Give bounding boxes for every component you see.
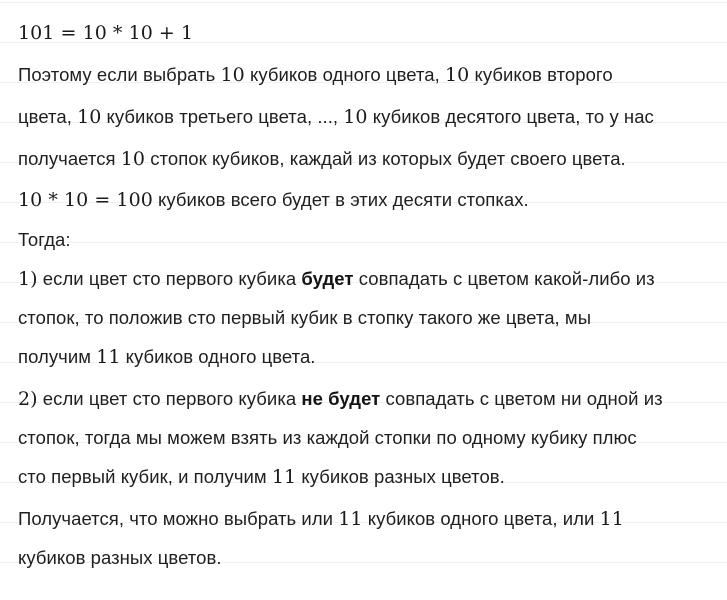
text-fragment: кубиков одного цвета,: [244, 64, 445, 85]
list-marker: 1): [18, 268, 38, 290]
text-fragment: сто первый кубик, и получим: [18, 466, 272, 487]
emphasis: не будет: [301, 388, 381, 409]
text-fragment: совпадать с цветом какой-либо из: [353, 268, 655, 289]
text-line: [18, 259, 655, 299]
text-line: [18, 180, 529, 220]
equation: 101 = 10 * 10 + 1: [18, 22, 194, 44]
equation: 10 * 10 = 100: [18, 189, 153, 211]
text-fragment: стопок кубиков, каждай из которых будет своего цвета.: [145, 148, 626, 169]
text-line: [18, 97, 654, 137]
text-fragment: Поэтому если выбрать: [18, 64, 221, 85]
text-fragment: кубиков десятого цвета, то у нас: [367, 106, 654, 127]
text-fragment: стопок, тогда мы можем взять из каждой стопки по одному кубику плюс: [18, 427, 637, 448]
number: 11: [271, 466, 297, 488]
text-fragment: кубиков одного цвета.: [120, 346, 316, 367]
text-fragment: кубиков третьего цвета, ...,: [101, 106, 344, 127]
text-line: [18, 220, 71, 260]
text-line: [18, 55, 613, 95]
emphasis: будет: [301, 268, 354, 289]
text-fragment: Тогда:: [18, 229, 71, 250]
text-line: [18, 538, 222, 578]
text-line: [18, 418, 637, 458]
text-fragment: кубиков разных цветов.: [18, 547, 222, 568]
text-line: [18, 139, 626, 179]
number: 10: [445, 64, 470, 86]
text-fragment: совпадать с цветом ни одной из: [380, 388, 663, 409]
text-line: [18, 337, 316, 377]
number: 10: [77, 106, 102, 128]
text-fragment: стопок, то положив сто первый кубик в стопку такого же цвета, мы: [18, 307, 592, 328]
number: 10: [343, 106, 368, 128]
text-line: [18, 457, 505, 497]
text-fragment: получим: [18, 346, 97, 367]
number: 10: [220, 64, 245, 86]
text-fragment: кубиков всего будет в этих десяти стопках.: [152, 189, 529, 210]
number: 11: [96, 346, 121, 368]
equation-line: [18, 13, 193, 53]
text-line: [18, 499, 624, 539]
text-fragment: если цвет сто первого кубика: [37, 268, 302, 289]
number: 11: [599, 508, 624, 530]
text-line: [18, 379, 663, 419]
text-fragment: кубиков второго: [469, 64, 613, 85]
number: 10: [120, 148, 146, 170]
text-line: [18, 298, 591, 338]
text-fragment: если цвет сто первого кубика: [37, 388, 302, 409]
number: 11: [338, 508, 363, 530]
list-marker: 2): [18, 388, 38, 410]
text-fragment: цвета,: [18, 106, 78, 127]
text-fragment: получается: [18, 148, 121, 169]
text-fragment: Получается, что можно выбрать или: [18, 508, 339, 529]
text-fragment: кубиков одного цвета, или: [362, 508, 600, 529]
text-fragment: кубиков разных цветов.: [296, 466, 505, 487]
